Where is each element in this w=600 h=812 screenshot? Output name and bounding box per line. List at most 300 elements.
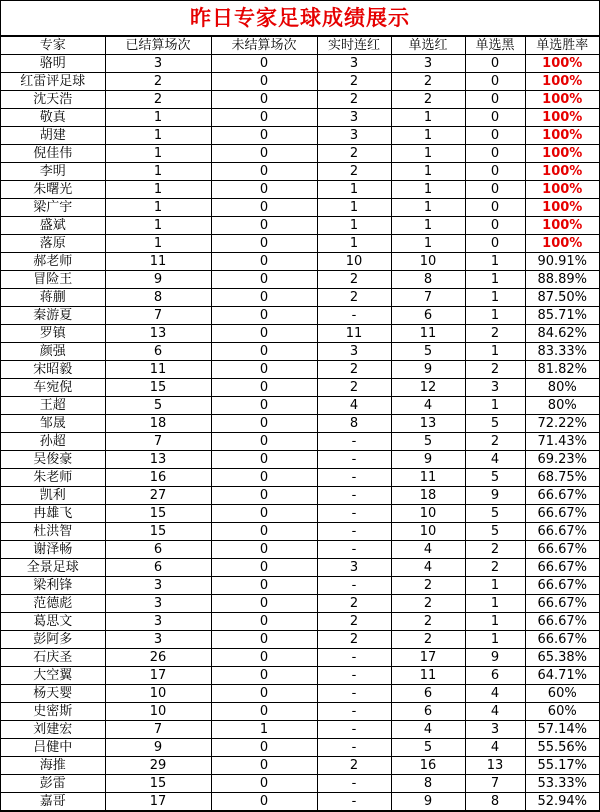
losses-cell: 4 <box>465 739 525 757</box>
losses-cell: 1 <box>465 343 525 361</box>
table-row <box>1 487 599 505</box>
losses-cell: 4 <box>465 451 525 469</box>
wins-cell: 5 <box>391 739 465 757</box>
table-row <box>1 793 599 811</box>
unsettled-count-cell: 0 <box>211 91 317 109</box>
settled-count-cell: 15 <box>105 505 211 523</box>
expert-name-cell: 车宛倪 <box>1 379 105 397</box>
expert-name-cell: 朱老师 <box>1 469 105 487</box>
unsettled-count-cell: 0 <box>211 667 317 685</box>
unsettled-count-cell: 0 <box>211 703 317 721</box>
win-rate-cell: 100% <box>525 109 599 127</box>
settled-count-cell: 13 <box>105 451 211 469</box>
losses-cell: 3 <box>465 379 525 397</box>
table-row <box>1 307 599 325</box>
losses-cell: 7 <box>465 775 525 793</box>
streak-cell: 1 <box>317 235 391 253</box>
table-row <box>1 199 599 217</box>
streak-cell: - <box>317 541 391 559</box>
unsettled-count-cell: 0 <box>211 397 317 415</box>
win-rate-cell: 66.67% <box>525 505 599 523</box>
table-row <box>1 451 599 469</box>
wins-cell: 6 <box>391 703 465 721</box>
table-row <box>1 109 599 127</box>
streak-cell: - <box>317 433 391 451</box>
wins-cell: 1 <box>391 127 465 145</box>
wins-cell: 4 <box>391 721 465 739</box>
streak-cell: - <box>317 703 391 721</box>
wins-cell: 2 <box>391 631 465 649</box>
table-row <box>1 703 599 721</box>
table-row <box>1 739 599 757</box>
table-row <box>1 91 599 109</box>
expert-name-cell: 孙超 <box>1 433 105 451</box>
unsettled-count-cell: 0 <box>211 325 317 343</box>
streak-cell: - <box>317 505 391 523</box>
win-rate-cell: 69.23% <box>525 451 599 469</box>
streak-cell: 11 <box>317 325 391 343</box>
unsettled-count-cell: 0 <box>211 199 317 217</box>
settled-count-cell: 13 <box>105 325 211 343</box>
column-header-wins: 单选红 <box>391 37 465 55</box>
streak-cell: - <box>317 793 391 811</box>
settled-count-cell: 26 <box>105 649 211 667</box>
unsettled-count-cell: 0 <box>211 577 317 595</box>
table-row <box>1 757 599 775</box>
win-rate-cell: 100% <box>525 199 599 217</box>
unsettled-count-cell: 0 <box>211 235 317 253</box>
table-row <box>1 271 599 289</box>
losses-cell: 2 <box>465 361 525 379</box>
table-row <box>1 217 599 235</box>
table-row <box>1 73 599 91</box>
streak-cell: - <box>317 721 391 739</box>
streak-cell: 3 <box>317 55 391 73</box>
unsettled-count-cell: 0 <box>211 163 317 181</box>
settled-count-cell: 1 <box>105 163 211 181</box>
expert-name-cell: 梁利锋 <box>1 577 105 595</box>
streak-cell: 1 <box>317 217 391 235</box>
wins-cell: 2 <box>391 91 465 109</box>
wins-cell: 1 <box>391 199 465 217</box>
expert-name-cell: 颜强 <box>1 343 105 361</box>
unsettled-count-cell: 0 <box>211 379 317 397</box>
wins-cell: 10 <box>391 253 465 271</box>
unsettled-count-cell: 0 <box>211 253 317 271</box>
wins-cell: 1 <box>391 163 465 181</box>
wins-cell: 9 <box>391 361 465 379</box>
expert-name-cell: 吕健中 <box>1 739 105 757</box>
settled-count-cell: 5 <box>105 397 211 415</box>
win-rate-cell: 100% <box>525 217 599 235</box>
unsettled-count-cell: 0 <box>211 307 317 325</box>
wins-cell: 9 <box>391 451 465 469</box>
table-row <box>1 649 599 667</box>
losses-cell: 1 <box>465 397 525 415</box>
losses-cell: 6 <box>465 667 525 685</box>
settled-count-cell: 1 <box>105 199 211 217</box>
streak-cell: - <box>317 739 391 757</box>
table-row <box>1 523 599 541</box>
unsettled-count-cell: 0 <box>211 775 317 793</box>
expert-name-cell: 倪佳伟 <box>1 145 105 163</box>
losses-cell: 9 <box>465 487 525 505</box>
expert-name-cell: 杜洪智 <box>1 523 105 541</box>
expert-name-cell: 嘉哥 <box>1 793 105 811</box>
streak-cell: - <box>317 487 391 505</box>
losses-cell: 13 <box>465 757 525 775</box>
settled-count-cell: 3 <box>105 613 211 631</box>
streak-cell: 1 <box>317 181 391 199</box>
expert-name-cell: 秦游夏 <box>1 307 105 325</box>
table-row <box>1 397 599 415</box>
table-row <box>1 667 599 685</box>
win-rate-cell: 100% <box>525 145 599 163</box>
streak-cell: 2 <box>317 613 391 631</box>
wins-cell: 10 <box>391 505 465 523</box>
wins-cell: 11 <box>391 325 465 343</box>
settled-count-cell: 3 <box>105 55 211 73</box>
losses-cell: 0 <box>465 127 525 145</box>
win-rate-cell: 66.67% <box>525 487 599 505</box>
losses-cell: 5 <box>465 415 525 433</box>
settled-count-cell: 3 <box>105 631 211 649</box>
expert-name-cell: 全景足球 <box>1 559 105 577</box>
settled-count-cell: 1 <box>105 145 211 163</box>
losses-cell: 8 <box>465 793 525 811</box>
unsettled-count-cell: 0 <box>211 541 317 559</box>
win-rate-cell: 55.17% <box>525 757 599 775</box>
unsettled-count-cell: 0 <box>211 469 317 487</box>
settled-count-cell: 2 <box>105 73 211 91</box>
streak-cell: - <box>317 307 391 325</box>
settled-count-cell: 7 <box>105 433 211 451</box>
win-rate-cell: 66.67% <box>525 541 599 559</box>
streak-cell: 3 <box>317 343 391 361</box>
expert-name-cell: 沈天浩 <box>1 91 105 109</box>
wins-cell: 6 <box>391 307 465 325</box>
expert-name-cell: 盛斌 <box>1 217 105 235</box>
streak-cell: 2 <box>317 163 391 181</box>
expert-name-cell: 杨天婴 <box>1 685 105 703</box>
unsettled-count-cell: 0 <box>211 181 317 199</box>
settled-count-cell: 15 <box>105 523 211 541</box>
streak-cell: 2 <box>317 757 391 775</box>
expert-name-cell: 落原 <box>1 235 105 253</box>
table-row <box>1 361 599 379</box>
settled-count-cell: 16 <box>105 469 211 487</box>
settled-count-cell: 1 <box>105 109 211 127</box>
expert-name-cell: 史密斯 <box>1 703 105 721</box>
streak-cell: - <box>317 667 391 685</box>
win-rate-cell: 100% <box>525 91 599 109</box>
table-row <box>1 433 599 451</box>
settled-count-cell: 18 <box>105 415 211 433</box>
wins-cell: 5 <box>391 343 465 361</box>
unsettled-count-cell: 0 <box>211 415 317 433</box>
wins-cell: 10 <box>391 523 465 541</box>
win-rate-cell: 55.56% <box>525 739 599 757</box>
unsettled-count-cell: 0 <box>211 631 317 649</box>
streak-cell: 2 <box>317 91 391 109</box>
losses-cell: 2 <box>465 559 525 577</box>
table-row <box>1 325 599 343</box>
column-header-streak: 实时连红 <box>317 37 391 55</box>
table-row <box>1 559 599 577</box>
wins-cell: 2 <box>391 595 465 613</box>
settled-count-cell: 9 <box>105 271 211 289</box>
win-rate-cell: 65.38% <box>525 649 599 667</box>
losses-cell: 1 <box>465 253 525 271</box>
table-row <box>1 163 599 181</box>
expert-name-cell: 朱曙光 <box>1 181 105 199</box>
streak-cell: 2 <box>317 289 391 307</box>
losses-cell: 0 <box>465 73 525 91</box>
win-rate-cell: 83.33% <box>525 343 599 361</box>
losses-cell: 5 <box>465 505 525 523</box>
losses-cell: 0 <box>465 217 525 235</box>
table-row <box>1 721 599 739</box>
streak-cell: - <box>317 523 391 541</box>
win-rate-cell: 66.67% <box>525 577 599 595</box>
unsettled-count-cell: 0 <box>211 343 317 361</box>
win-rate-cell: 100% <box>525 181 599 199</box>
settled-count-cell: 2 <box>105 91 211 109</box>
settled-count-cell: 10 <box>105 685 211 703</box>
settled-count-cell: 27 <box>105 487 211 505</box>
column-header-losses: 单选黑 <box>465 37 525 55</box>
streak-cell: 10 <box>317 253 391 271</box>
streak-cell: 4 <box>317 397 391 415</box>
losses-cell: 0 <box>465 145 525 163</box>
expert-name-cell: 红雷评足球 <box>1 73 105 91</box>
wins-cell: 8 <box>391 271 465 289</box>
win-rate-cell: 60% <box>525 703 599 721</box>
expert-name-cell: 冉雄飞 <box>1 505 105 523</box>
losses-cell: 1 <box>465 289 525 307</box>
streak-cell: 3 <box>317 559 391 577</box>
settled-count-cell: 11 <box>105 253 211 271</box>
wins-cell: 1 <box>391 235 465 253</box>
wins-cell: 18 <box>391 487 465 505</box>
table-row <box>1 505 599 523</box>
streak-cell: - <box>317 685 391 703</box>
expert-name-cell: 骆明 <box>1 55 105 73</box>
losses-cell: 1 <box>465 577 525 595</box>
unsettled-count-cell: 0 <box>211 757 317 775</box>
wins-cell: 4 <box>391 559 465 577</box>
unsettled-count-cell: 0 <box>211 559 317 577</box>
table-row <box>1 613 599 631</box>
expert-name-cell: 冒险王 <box>1 271 105 289</box>
win-rate-cell: 66.67% <box>525 559 599 577</box>
unsettled-count-cell: 0 <box>211 487 317 505</box>
win-rate-cell: 100% <box>525 127 599 145</box>
settled-count-cell: 8 <box>105 289 211 307</box>
page-title: 昨日专家足球成绩展示 <box>1 1 599 36</box>
wins-cell: 16 <box>391 757 465 775</box>
streak-cell: 8 <box>317 415 391 433</box>
win-rate-cell: 84.62% <box>525 325 599 343</box>
losses-cell: 0 <box>465 181 525 199</box>
wins-cell: 1 <box>391 109 465 127</box>
settled-count-cell: 11 <box>105 361 211 379</box>
table-header-row <box>1 37 599 55</box>
expert-name-cell: 吴俊豪 <box>1 451 105 469</box>
table-row <box>1 235 599 253</box>
settled-count-cell: 3 <box>105 595 211 613</box>
wins-cell: 6 <box>391 685 465 703</box>
expert-name-cell: 大空翼 <box>1 667 105 685</box>
win-rate-cell: 80% <box>525 379 599 397</box>
win-rate-cell: 80% <box>525 397 599 415</box>
settled-count-cell: 7 <box>105 307 211 325</box>
table-row <box>1 181 599 199</box>
table-row <box>1 595 599 613</box>
wins-cell: 8 <box>391 775 465 793</box>
table-row <box>1 631 599 649</box>
wins-cell: 12 <box>391 379 465 397</box>
settled-count-cell: 6 <box>105 343 211 361</box>
win-rate-cell: 88.89% <box>525 271 599 289</box>
table-row <box>1 145 599 163</box>
wins-cell: 7 <box>391 289 465 307</box>
win-rate-cell: 66.67% <box>525 631 599 649</box>
win-rate-cell: 66.67% <box>525 595 599 613</box>
settled-count-cell: 1 <box>105 217 211 235</box>
win-rate-cell: 87.50% <box>525 289 599 307</box>
unsettled-count-cell: 0 <box>211 271 317 289</box>
losses-cell: 9 <box>465 649 525 667</box>
win-rate-cell: 100% <box>525 73 599 91</box>
wins-cell: 1 <box>391 145 465 163</box>
losses-cell: 1 <box>465 631 525 649</box>
losses-cell: 2 <box>465 325 525 343</box>
streak-cell: - <box>317 577 391 595</box>
unsettled-count-cell: 0 <box>211 55 317 73</box>
wins-cell: 11 <box>391 667 465 685</box>
expert-name-cell: 范德彪 <box>1 595 105 613</box>
win-rate-cell: 81.82% <box>525 361 599 379</box>
table-row <box>1 253 599 271</box>
streak-cell: - <box>317 469 391 487</box>
table-row <box>1 469 599 487</box>
losses-cell: 1 <box>465 595 525 613</box>
unsettled-count-cell: 0 <box>211 523 317 541</box>
unsettled-count-cell: 0 <box>211 505 317 523</box>
losses-cell: 1 <box>465 613 525 631</box>
table-row <box>1 379 599 397</box>
unsettled-count-cell: 0 <box>211 73 317 91</box>
unsettled-count-cell: 0 <box>211 127 317 145</box>
losses-cell: 4 <box>465 685 525 703</box>
settled-count-cell: 7 <box>105 721 211 739</box>
win-rate-cell: 66.67% <box>525 523 599 541</box>
settled-count-cell: 9 <box>105 739 211 757</box>
unsettled-count-cell: 0 <box>211 289 317 307</box>
streak-cell: - <box>317 775 391 793</box>
column-header-unsettled: 未结算场次 <box>211 37 317 55</box>
win-rate-cell: 100% <box>525 55 599 73</box>
wins-cell: 11 <box>391 469 465 487</box>
unsettled-count-cell: 0 <box>211 451 317 469</box>
streak-cell: - <box>317 649 391 667</box>
unsettled-count-cell: 0 <box>211 739 317 757</box>
win-rate-cell: 72.22% <box>525 415 599 433</box>
settled-count-cell: 6 <box>105 559 211 577</box>
wins-cell: 3 <box>391 55 465 73</box>
streak-cell: 2 <box>317 361 391 379</box>
win-rate-cell: 90.91% <box>525 253 599 271</box>
losses-cell: 2 <box>465 433 525 451</box>
column-header-settled: 已结算场次 <box>105 37 211 55</box>
table-row <box>1 775 599 793</box>
unsettled-count-cell: 0 <box>211 109 317 127</box>
win-rate-cell: 100% <box>525 235 599 253</box>
streak-cell: 2 <box>317 271 391 289</box>
column-header-win-rate: 单选胜率 <box>525 37 599 55</box>
expert-name-cell: 彭雷 <box>1 775 105 793</box>
settled-count-cell: 6 <box>105 541 211 559</box>
expert-name-cell: 蒋蒯 <box>1 289 105 307</box>
wins-cell: 17 <box>391 649 465 667</box>
expert-name-cell: 凯利 <box>1 487 105 505</box>
expert-name-cell: 邹晟 <box>1 415 105 433</box>
losses-cell: 0 <box>465 235 525 253</box>
table-row <box>1 127 599 145</box>
unsettled-count-cell: 0 <box>211 361 317 379</box>
settled-count-cell: 10 <box>105 703 211 721</box>
win-rate-cell: 68.75% <box>525 469 599 487</box>
expert-name-cell: 宋昭毅 <box>1 361 105 379</box>
losses-cell: 4 <box>465 703 525 721</box>
table-row <box>1 541 599 559</box>
unsettled-count-cell: 0 <box>211 433 317 451</box>
losses-cell: 5 <box>465 523 525 541</box>
wins-cell: 2 <box>391 613 465 631</box>
streak-cell: 2 <box>317 379 391 397</box>
losses-cell: 5 <box>465 469 525 487</box>
wins-cell: 13 <box>391 415 465 433</box>
settled-count-cell: 15 <box>105 775 211 793</box>
losses-cell: 3 <box>465 721 525 739</box>
settled-count-cell: 29 <box>105 757 211 775</box>
expert-name-cell: 李明 <box>1 163 105 181</box>
losses-cell: 0 <box>465 91 525 109</box>
expert-name-cell: 敬真 <box>1 109 105 127</box>
table-row <box>1 343 599 361</box>
losses-cell: 0 <box>465 55 525 73</box>
settled-count-cell: 17 <box>105 793 211 811</box>
streak-cell: 2 <box>317 631 391 649</box>
win-rate-cell: 100% <box>525 163 599 181</box>
table-row <box>1 415 599 433</box>
streak-cell: 2 <box>317 145 391 163</box>
table-row <box>1 289 599 307</box>
unsettled-count-cell: 1 <box>211 721 317 739</box>
unsettled-count-cell: 0 <box>211 649 317 667</box>
losses-cell: 1 <box>465 307 525 325</box>
win-rate-cell: 71.43% <box>525 433 599 451</box>
settled-count-cell: 15 <box>105 379 211 397</box>
settled-count-cell: 1 <box>105 181 211 199</box>
expert-name-cell: 彭阿多 <box>1 631 105 649</box>
wins-cell: 5 <box>391 433 465 451</box>
table-row <box>1 685 599 703</box>
settled-count-cell: 3 <box>105 577 211 595</box>
unsettled-count-cell: 0 <box>211 595 317 613</box>
unsettled-count-cell: 0 <box>211 217 317 235</box>
